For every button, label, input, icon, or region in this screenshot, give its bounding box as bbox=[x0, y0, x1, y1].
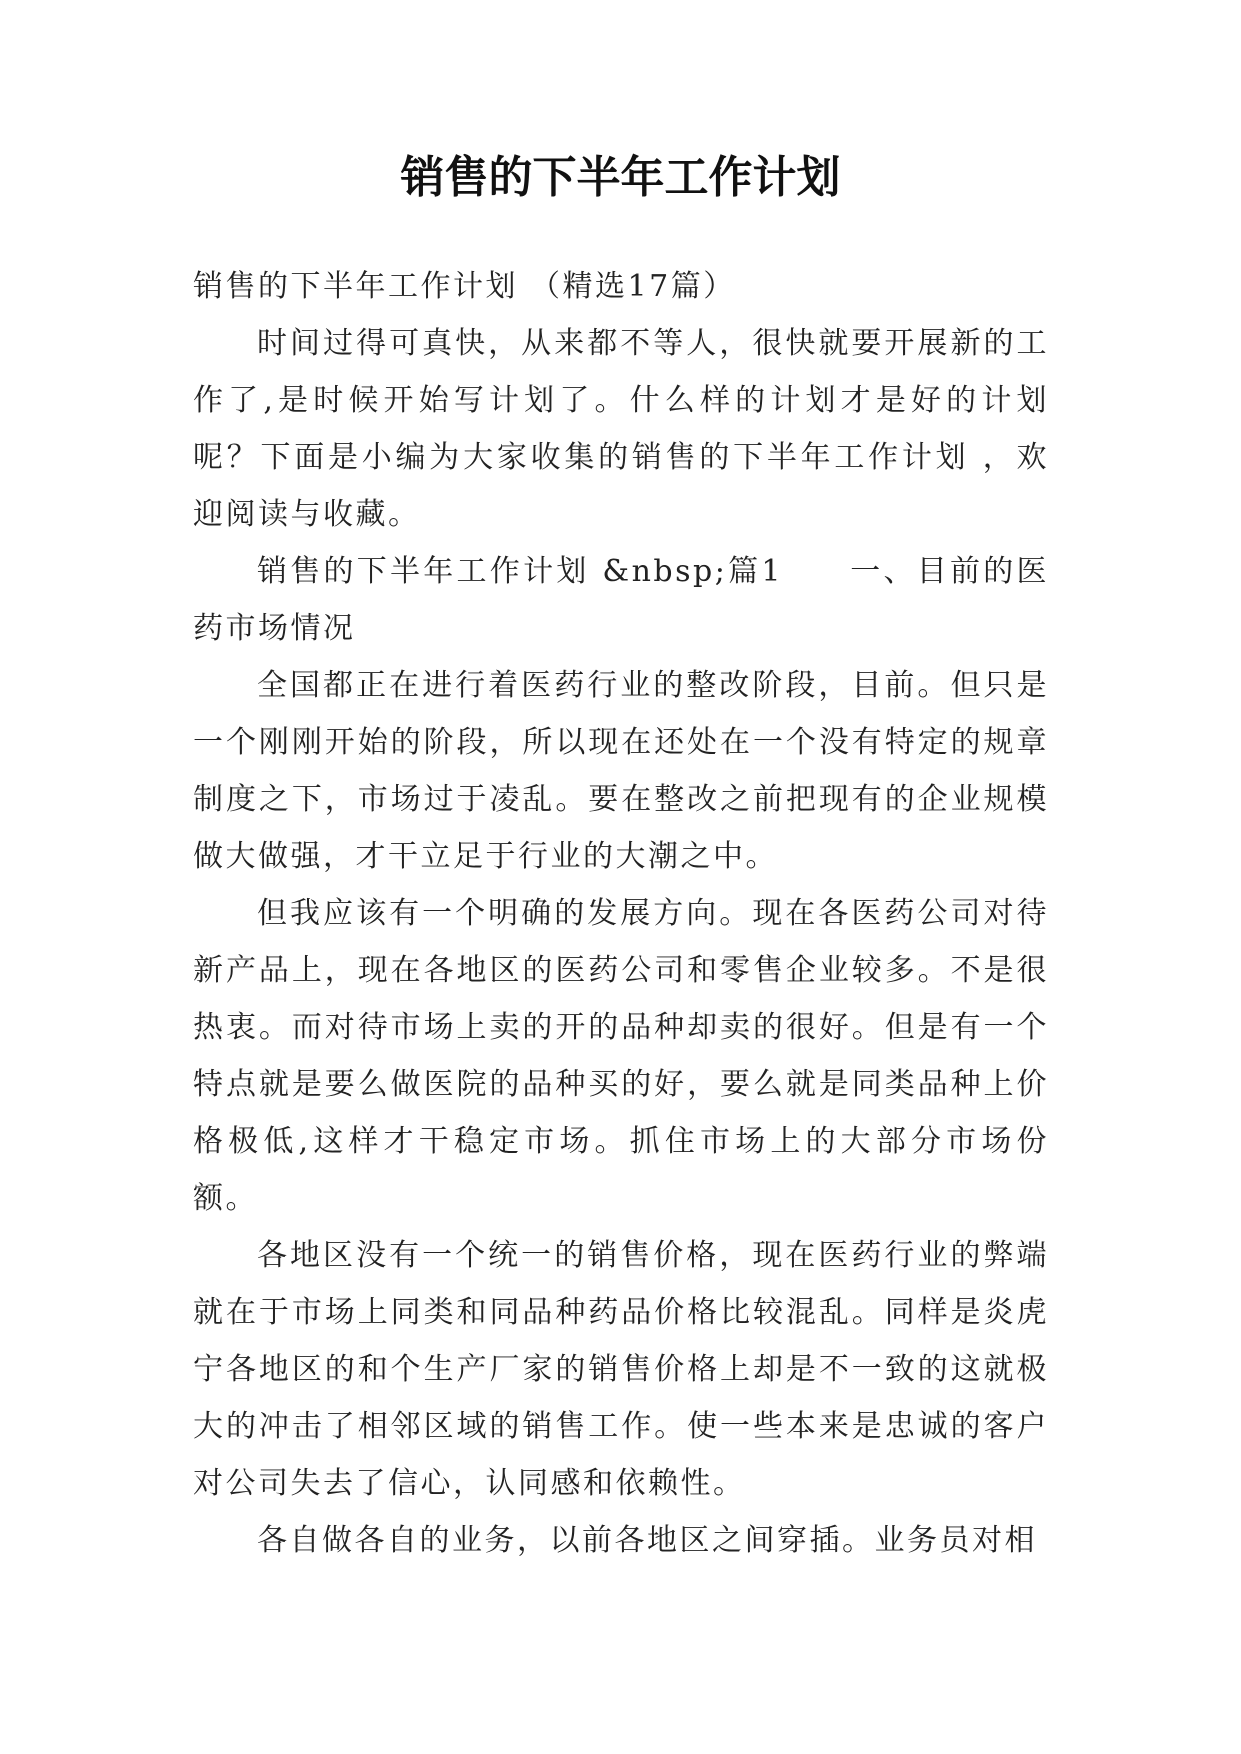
subtitle-paragraph: 销售的下半年工作计划 （精选17篇） bbox=[193, 269, 736, 304]
document-title: 销售的下半年工作计划 bbox=[400, 152, 841, 203]
body-paragraph: 但我应该有一个明确的发展方向。现在各医药公司对待新产品上，现在各地区的医药公司和零售企业较多。不是很热衷。而对待市场上卖的开的品种却卖的很好。但是有一个特点就是要么做医院的品种买的好，要么就是同类品种上价格极低,这样才干稳定市场。抓住市场上的大部分市场份额。 bbox=[193, 896, 1049, 1216]
body-paragraph: 全国都正在进行着医药行业的整改阶段，目前。但只是一个刚刚开始的阶段，所以现在还处在一个没有特定的规章制度之下，市场过于凌乱。要在整改之前把现有的企业规模做大做强，才干立足于行业的大潮之中。 bbox=[193, 668, 1049, 874]
body-paragraph: 各地区没有一个统一的销售价格，现在医药行业的弊端就在于市场上同类和同品种药品价格比较混乱。同样是炎虎宁各地区的和个生产厂家的销售价格上却是不一致的这就极大的冲击了相邻区域的销售工作。使一些本来是忠诚的客户对公司失去了信心，认同感和依赖性。 bbox=[193, 1238, 1049, 1501]
section-heading-paragraph: 销售的下半年工作计划 &nbsp;篇1 一、目前的医药市场情况 bbox=[193, 554, 1049, 646]
document-body bbox=[193, 258, 1049, 1569]
intro-paragraph: 时间过得可真快，从来都不等人，很快就要开展新的工作了,是时候开始写计划了。什么样的计划才是好的计划呢？下面是小编为大家收集的销售的下半年工作计划 ，欢迎阅读与收藏。 bbox=[193, 326, 1049, 532]
body-paragraph: 各自做各自的业务，以前各地区之间穿插。业务员对相 bbox=[257, 1523, 1037, 1558]
